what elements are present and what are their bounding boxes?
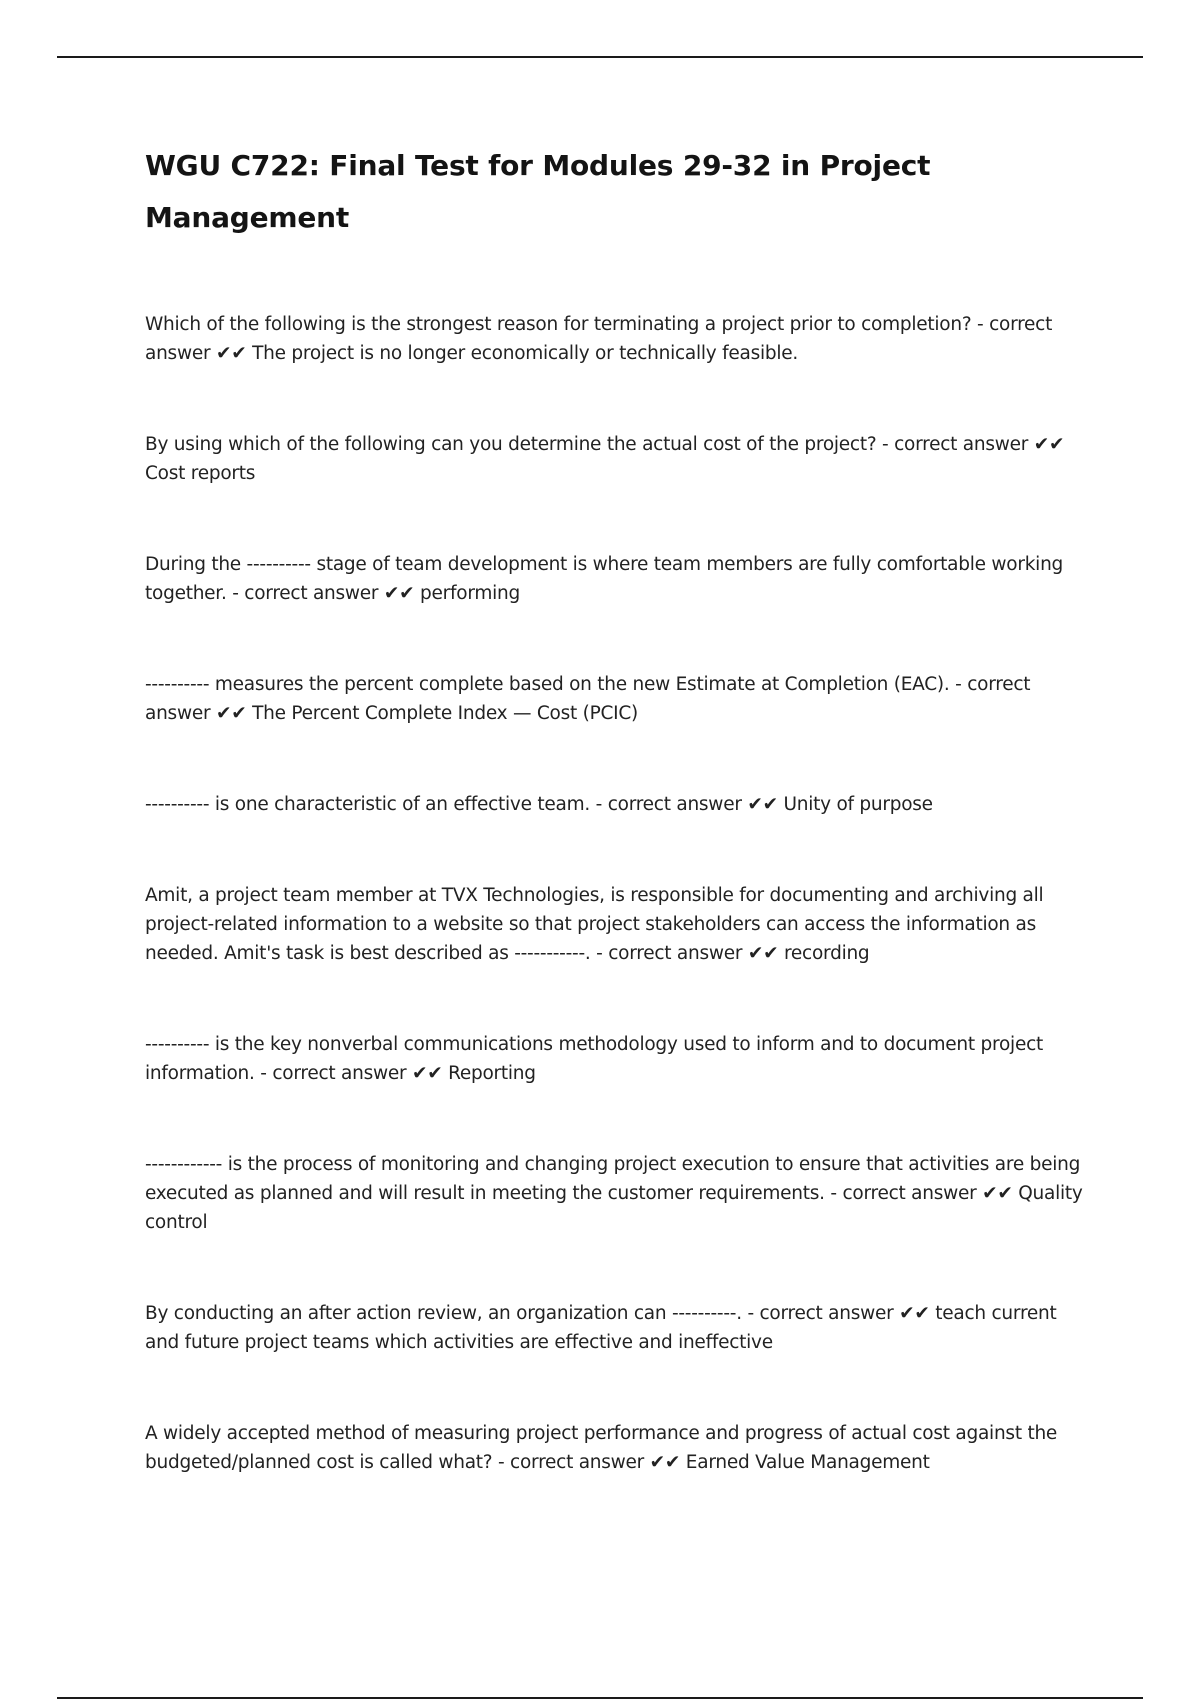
correct-answer-label: correct answer <box>272 1063 407 1084</box>
question-text: During the ---------- stage of team development is where team members are fully comfortable working together. <box>145 554 1064 604</box>
correct-answer-label: correct answer <box>894 434 1029 455</box>
qa-item <box>145 310 1095 368</box>
separator: - <box>949 674 968 695</box>
qa-item <box>145 550 1095 608</box>
separator: - <box>741 1303 760 1324</box>
answer-text: Cost reports <box>145 463 256 484</box>
question-text: ---------- measures the percent complete based on the new Estimate at Completion (EAC). <box>145 674 950 695</box>
separator: - <box>492 1452 511 1473</box>
correct-answer-label: correct answer <box>145 674 1031 724</box>
answer-text: performing <box>420 583 521 604</box>
answer-text: teach current and future project teams which activities are effective and ineffective <box>145 1303 1057 1353</box>
qa-list <box>145 310 1095 1477</box>
double-check-icon: ✔✔ <box>742 943 784 964</box>
answer-text: Unity of purpose <box>783 794 933 815</box>
answer-text: The project is no longer economically or technically feasible. <box>252 343 799 364</box>
qa-item <box>145 1030 1095 1088</box>
question-text: Amit, a project team member at TVX Technologies, is responsible for documenting and archiving all project-related information to a website so that project stakeholders can access the information as needed. Amit's task is best described as -----------. <box>145 885 1044 964</box>
double-check-icon: ✔✔ <box>1028 434 1065 455</box>
separator: - <box>590 943 609 964</box>
separator: - <box>226 583 245 604</box>
qa-item <box>145 881 1095 968</box>
double-check-icon: ✔✔ <box>210 703 253 724</box>
question-text: A widely accepted method of measuring project performance and progress of actual cost against the budgeted/planned cost is called what? <box>145 1423 1058 1473</box>
double-check-icon: ✔✔ <box>741 794 784 815</box>
correct-answer-label: correct answer <box>145 314 1053 364</box>
double-check-icon: ✔✔ <box>406 1063 449 1084</box>
answer-text: Earned Value Management <box>685 1452 930 1473</box>
double-check-icon: ✔✔ <box>378 583 421 604</box>
qa-item <box>145 670 1095 728</box>
double-check-icon: ✔✔ <box>976 1183 1019 1204</box>
double-check-icon: ✔✔ <box>644 1452 686 1473</box>
correct-answer-label: correct answer <box>608 943 743 964</box>
correct-answer-label: correct answer <box>510 1452 645 1473</box>
qa-item <box>145 1419 1095 1477</box>
document-title: WGU C722: Final Test for Modules 29-32 in Project Management <box>145 149 931 234</box>
answer-text: The Percent Complete Index — Cost (PCIC) <box>252 703 638 724</box>
question-text: ------------ is the process of monitoring and changing project execution to ensure that activities are being executed as planned and will result in meeting the customer requirements. <box>145 1154 1081 1204</box>
bottom-divider <box>57 1697 1143 1699</box>
answer-text: Quality control <box>145 1183 1083 1233</box>
qa-item <box>145 1299 1095 1357</box>
answer-text: Reporting <box>448 1063 536 1084</box>
correct-answer-label: correct answer <box>607 794 742 815</box>
question-text: By conducting an after action review, an organization can ----------. <box>145 1303 742 1324</box>
correct-answer-label: correct answer <box>759 1303 894 1324</box>
correct-answer-label: correct answer <box>244 583 379 604</box>
separator: - <box>254 1063 273 1084</box>
answer-text: recording <box>783 943 870 964</box>
question-text: By using which of the following can you determine the actual cost of the project? <box>145 434 877 455</box>
separator: - <box>824 1183 843 1204</box>
separator: - <box>590 794 608 815</box>
question-text: ---------- is the key nonverbal communications methodology used to inform and to document project information. <box>145 1034 1044 1084</box>
top-divider <box>57 56 1143 58</box>
document-body <box>145 140 1095 1539</box>
qa-item <box>145 1150 1095 1237</box>
qa-item <box>145 430 1095 488</box>
double-check-icon: ✔✔ <box>210 343 253 364</box>
separator: - <box>876 434 895 455</box>
qa-item <box>145 790 1095 819</box>
correct-answer-label: correct answer <box>842 1183 977 1204</box>
separator: - <box>971 314 990 335</box>
question-text: ---------- is one characteristic of an effective team. <box>145 794 591 815</box>
double-check-icon: ✔✔ <box>893 1303 936 1324</box>
question-text: Which of the following is the strongest reason for terminating a project prior to completion? <box>145 314 972 335</box>
